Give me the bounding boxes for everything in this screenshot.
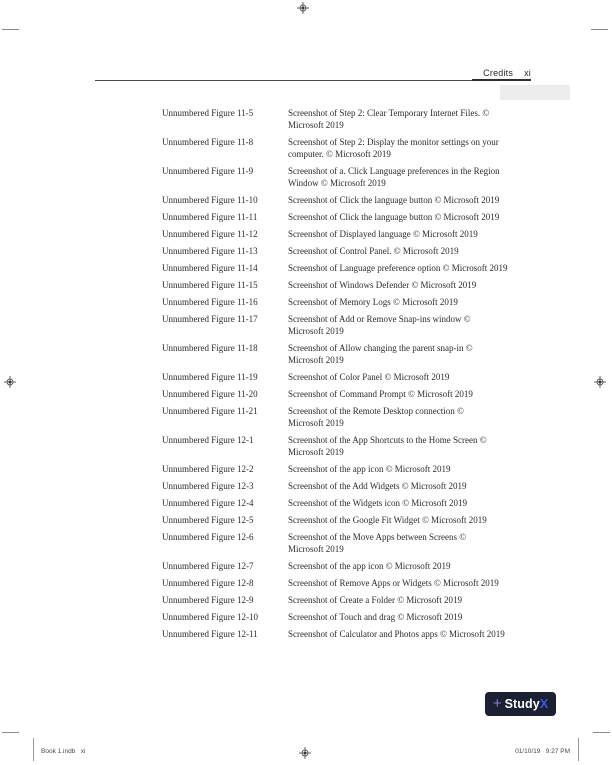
figure-description: Screenshot of Click the language button © Microsoft 2019 — [288, 212, 500, 222]
figure-description: Screenshot of Touch and drag © Microsoft 2019 — [288, 612, 463, 622]
figure-credit-row — [162, 228, 542, 240]
figure-credit-row — [162, 296, 542, 308]
slug-divider — [33, 738, 34, 761]
slug-divider — [578, 738, 579, 761]
figure-label: Unnumbered Figure 11-8 — [162, 137, 254, 147]
figure-description: Screenshot of Windows Defender © Microsoft 2019 — [288, 280, 477, 290]
figure-credit-row — [162, 388, 542, 400]
figure-credit-row — [162, 497, 542, 509]
plus-icon: + — [492, 694, 502, 712]
figure-label: Unnumbered Figure 11-19 — [162, 372, 258, 382]
figure-label: Unnumbered Figure 11-15 — [162, 280, 258, 290]
figure-description: Screenshot of the Add Widgets © Microsoft 2019 — [288, 481, 467, 491]
crop-mark — [2, 29, 19, 30]
figure-description: Screenshot of Create a Folder © Microsoft 2019 — [288, 595, 463, 605]
figure-description: Screenshot of Click the language button © Microsoft 2019 — [288, 195, 500, 205]
figure-credit-row — [162, 560, 542, 572]
figure-description: Screenshot of the app icon © Microsoft 2019 — [288, 561, 451, 571]
registration-mark-icon — [297, 2, 309, 14]
figure-description: Screenshot of a. Click Language preferences in the Region Window © Microsoft 2019 — [288, 166, 500, 188]
figure-label: Unnumbered Figure 11-9 — [162, 166, 254, 176]
scan-artifact — [500, 85, 570, 100]
figure-description: Screenshot of Remove Apps or Widgets © Microsoft 2019 — [288, 578, 499, 588]
figure-label: Unnumbered Figure 12-3 — [162, 481, 254, 491]
figure-label: Unnumbered Figure 11-12 — [162, 229, 258, 239]
figure-credit-row — [162, 463, 542, 475]
figure-description: Screenshot of the Move Apps between Screens © Microsoft 2019 — [288, 532, 467, 554]
figure-credit-row — [162, 262, 542, 274]
registration-mark-icon — [594, 376, 606, 388]
registration-mark-icon — [299, 747, 311, 759]
figure-credit-row — [162, 279, 542, 291]
studyx-logo — [485, 692, 556, 716]
figure-credit-row — [162, 628, 542, 640]
figure-label: Unnumbered Figure 11-13 — [162, 246, 258, 256]
figure-label: Unnumbered Figure 11-14 — [162, 263, 258, 273]
running-head — [483, 68, 531, 78]
page-number: xi — [524, 68, 531, 78]
figure-label: Unnumbered Figure 11-20 — [162, 389, 258, 399]
figure-label: Unnumbered Figure 12-7 — [162, 561, 254, 571]
figure-description: Screenshot of the Widgets icon © Microsoft 2019 — [288, 498, 468, 508]
figure-description: Screenshot of Memory Logs © Microsoft 2019 — [288, 297, 458, 307]
figure-credit-row — [162, 371, 542, 383]
figure-credit-row — [162, 434, 542, 458]
figure-description: Screenshot of Step 2: Display the monitor settings on your computer. © Microsoft 2019 — [288, 137, 499, 159]
figure-description: Screenshot of Calculator and Photos apps © Microsoft 2019 — [288, 629, 505, 639]
figure-credit-row — [162, 136, 542, 160]
figure-description: Screenshot of the Remote Desktop connection © Microsoft 2019 — [288, 406, 464, 428]
figure-label: Unnumbered Figure 12-6 — [162, 532, 254, 542]
figure-credit-row — [162, 577, 542, 589]
crop-mark — [591, 29, 608, 30]
header-rule — [95, 80, 531, 81]
figure-description: Screenshot of Color Panel © Microsoft 2019 — [288, 372, 450, 382]
figure-credit-row — [162, 165, 542, 189]
figure-label: Unnumbered Figure 11-10 — [162, 195, 258, 205]
figure-label: Unnumbered Figure 12-9 — [162, 595, 254, 605]
figure-description: Screenshot of Allow changing the parent snap-in © Microsoft 2019 — [288, 343, 473, 365]
logo-suffix: X — [539, 697, 549, 711]
figure-label: Unnumbered Figure 11-21 — [162, 406, 258, 416]
figure-credit-row — [162, 514, 542, 526]
slug-timestamp: 01/10/19 9:27 PM — [515, 748, 570, 755]
figure-description: Screenshot of Control Panel. © Microsoft 2019 — [288, 246, 459, 256]
figure-label: Unnumbered Figure 12-4 — [162, 498, 254, 508]
figure-description: Screenshot of the app icon © Microsoft 2019 — [288, 464, 451, 474]
registration-mark-icon — [4, 376, 16, 388]
figure-description: Screenshot of the Google Fit Widget © Microsoft 2019 — [288, 515, 487, 525]
figure-credit-row — [162, 594, 542, 606]
figure-label: Unnumbered Figure 12-2 — [162, 464, 254, 474]
figure-label: Unnumbered Figure 12-10 — [162, 612, 258, 622]
figure-label: Unnumbered Figure 12-5 — [162, 515, 254, 525]
figure-credit-row — [162, 611, 542, 623]
slug-filename: Book 1.indb xi — [41, 748, 86, 755]
figure-description: Screenshot of Step 2: Clear Temporary Internet Files. © Microsoft 2019 — [288, 108, 490, 130]
figure-description: Screenshot of Add or Remove Snap-ins window © Microsoft 2019 — [288, 314, 471, 336]
logo-word: Study — [504, 697, 540, 711]
crop-mark — [593, 732, 610, 733]
figure-credit-row — [162, 342, 542, 366]
figure-description: Screenshot of Command Prompt © Microsoft 2019 — [288, 389, 473, 399]
figure-credit-row — [162, 313, 542, 337]
figure-label: Unnumbered Figure 11-16 — [162, 297, 258, 307]
figure-description: Screenshot of Language preference option © Microsoft 2019 — [288, 263, 508, 273]
figure-label: Unnumbered Figure 12-8 — [162, 578, 254, 588]
figure-label: Unnumbered Figure 12-11 — [162, 629, 258, 639]
crop-mark — [2, 732, 19, 733]
figure-credit-row — [162, 531, 542, 555]
figure-credit-row — [162, 107, 542, 131]
header-rule-accent — [472, 79, 531, 81]
figure-label: Unnumbered Figure 11-5 — [162, 108, 254, 118]
figure-credit-row — [162, 405, 542, 429]
figure-label: Unnumbered Figure 11-17 — [162, 314, 258, 324]
figure-credits-list — [162, 107, 542, 645]
figure-label: Unnumbered Figure 12-1 — [162, 435, 254, 445]
figure-description: Screenshot of Displayed language © Microsoft 2019 — [288, 229, 478, 239]
figure-credit-row — [162, 480, 542, 492]
figure-label: Unnumbered Figure 11-11 — [162, 212, 258, 222]
section-title: Credits — [483, 68, 514, 78]
figure-credit-row — [162, 194, 542, 206]
figure-credit-row — [162, 245, 542, 257]
figure-label: Unnumbered Figure 11-18 — [162, 343, 258, 353]
figure-credit-row — [162, 211, 542, 223]
figure-description: Screenshot of the App Shortcuts to the Home Screen © Microsoft 2019 — [288, 435, 487, 457]
